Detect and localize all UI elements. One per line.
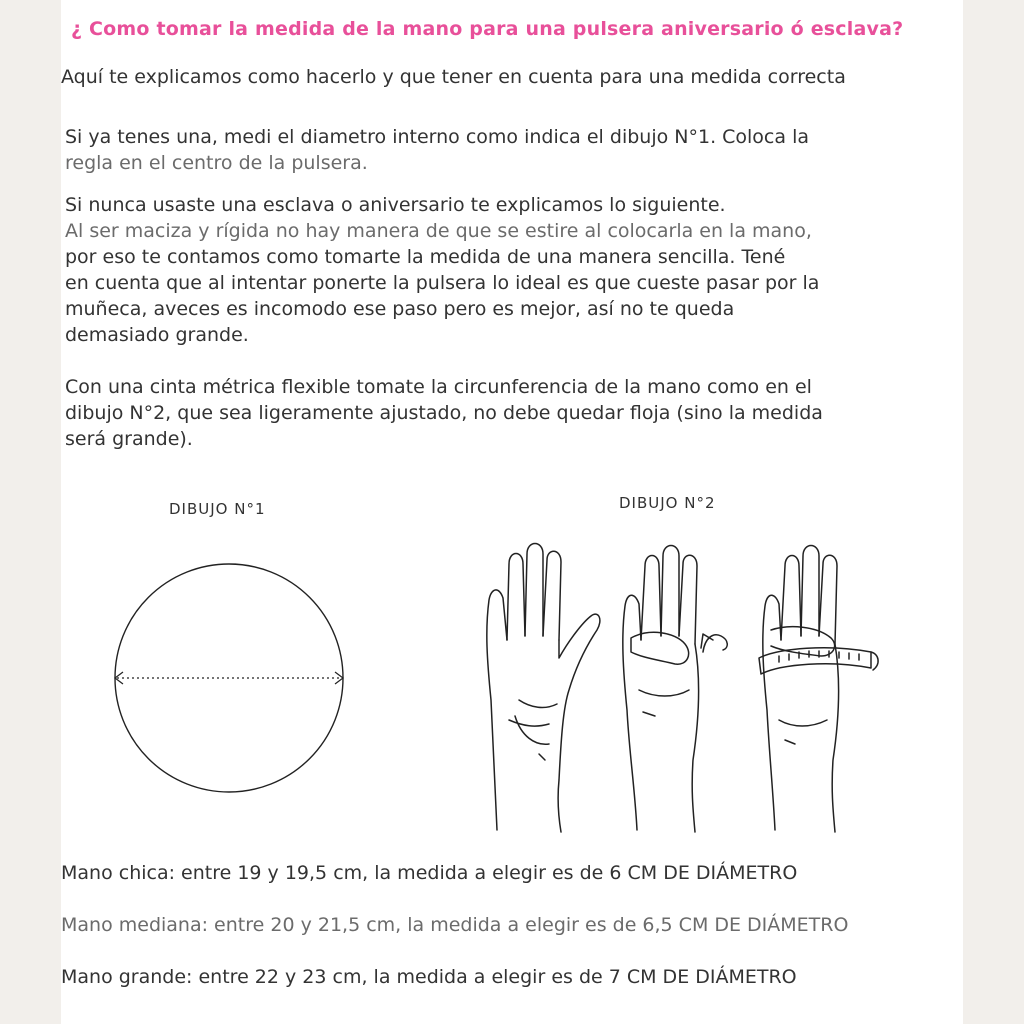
size-small: Mano chica: entre 19 y 19,5 cm, la medida a elegir es de 6 CM DE DIÁMETRO — [61, 862, 798, 884]
paragraph-line: dibujo N°2, que sea ligeramente ajustado, no debe quedar floja (sino la medida — [65, 402, 823, 424]
hand-tape-measure-icon — [759, 546, 878, 833]
paragraph-line: Si ya tenes una, medi el diametro interno como indica el dibujo N°1. Coloca la — [65, 126, 809, 148]
hand-open-palm-icon — [487, 544, 600, 833]
size-large: Mano grande: entre 22 y 23 cm, la medida a elegir es de 7 CM DE DIÁMETRO — [61, 966, 797, 988]
paragraph-line: por eso te contamos como tomarte la medida de una manera sencilla. Tené — [65, 246, 786, 268]
document-page — [61, 0, 963, 1024]
paragraph-tape-measure — [65, 374, 945, 452]
paragraph-line: Si nunca usaste una esclava o aniversario te explicamos lo siguiente. — [65, 194, 726, 216]
drawing1-label: DIBUJO N°1 — [169, 500, 266, 518]
paragraph-new-bracelet — [65, 192, 945, 348]
page-title: ¿ Como tomar la medida de la mano para una pulsera aniversario ó esclava? — [71, 18, 904, 40]
size-medium: Mano mediana: entre 20 y 21,5 cm, la medida a elegir es de 6,5 CM DE DIÁMETRO — [61, 914, 849, 936]
paragraph-line: demasiado grande. — [65, 324, 249, 346]
intro-text: Aquí te explicamos como hacerlo y que tener en cuenta para una medida correcta — [61, 66, 846, 88]
paragraph-existing-bracelet — [65, 124, 945, 176]
diameter-circle-drawing — [107, 560, 357, 810]
hand-measurement-drawing — [479, 540, 919, 840]
paragraph-line: muñeca, aveces es incomodo ese paso pero es mejor, así no te queda — [65, 298, 735, 320]
paragraph-line: Al ser maciza y rígida no hay manera de que se estire al colocarla en la mano, — [65, 220, 812, 242]
hand-thumb-folded-icon — [623, 546, 727, 833]
paragraph-line: Con una cinta métrica flexible tomate la circunferencia de la mano como en el — [65, 376, 812, 398]
paragraph-line: en cuenta que al intentar ponerte la pulsera lo ideal es que cueste pasar por la — [65, 272, 820, 294]
drawing2-label: DIBUJO N°2 — [619, 494, 716, 512]
paragraph-line: será grande). — [65, 428, 193, 450]
paragraph-line: regla en el centro de la pulsera. — [65, 152, 368, 174]
tape-band — [759, 648, 871, 674]
